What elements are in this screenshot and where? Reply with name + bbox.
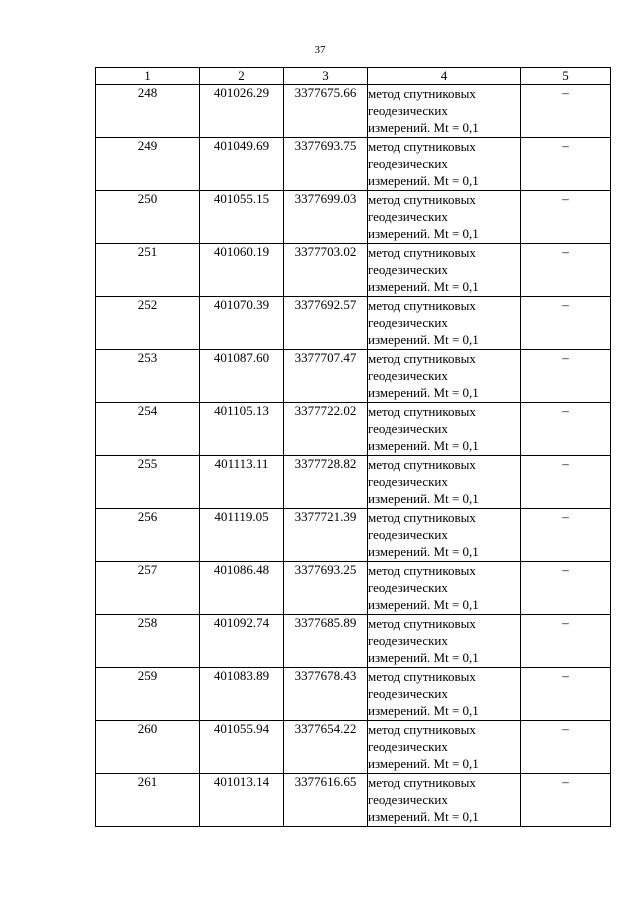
x-coordinate: 401086.48 xyxy=(200,562,284,615)
method-line-3: измерений. Mt = 0,1 xyxy=(368,226,479,241)
page-number: 37 xyxy=(314,44,326,56)
header-col-3: 3 xyxy=(284,68,368,85)
x-coordinate: 401070.39 xyxy=(200,297,284,350)
x-coordinate: 401055.94 xyxy=(200,721,284,774)
method-description xyxy=(368,297,521,350)
x-coordinate: 401013.14 xyxy=(200,774,284,827)
method-line-1: метод спутниковых xyxy=(368,351,476,366)
method-description xyxy=(368,509,521,562)
method-line-3: измерений. Mt = 0,1 xyxy=(368,809,479,824)
note-dash: – xyxy=(521,85,611,138)
table-row xyxy=(96,85,611,138)
point-number: 252 xyxy=(96,297,200,350)
method-line-1: метод спутниковых xyxy=(368,298,476,313)
y-coordinate: 3377678.43 xyxy=(284,668,368,721)
y-coordinate: 3377616.65 xyxy=(284,774,368,827)
method-line-3: измерений. Mt = 0,1 xyxy=(368,703,479,718)
table-header xyxy=(96,68,611,85)
point-number: 249 xyxy=(96,138,200,191)
table-row xyxy=(96,562,611,615)
method-line-2: геодезических xyxy=(368,368,448,383)
x-coordinate: 401026.29 xyxy=(200,85,284,138)
table-body xyxy=(96,85,611,827)
method-line-2: геодезических xyxy=(368,739,448,754)
method-description xyxy=(368,774,521,827)
method-line-2: геодезических xyxy=(368,421,448,436)
table-row xyxy=(96,350,611,403)
y-coordinate: 3377721.39 xyxy=(284,509,368,562)
method-line-1: метод спутниковых xyxy=(368,457,476,472)
method-line-3: измерений. Mt = 0,1 xyxy=(368,332,479,347)
x-coordinate: 401083.89 xyxy=(200,668,284,721)
y-coordinate: 3377722.02 xyxy=(284,403,368,456)
method-line-3: измерений. Mt = 0,1 xyxy=(368,597,479,612)
header-col-1: 1 xyxy=(96,68,200,85)
point-number: 255 xyxy=(96,456,200,509)
note-dash: – xyxy=(521,403,611,456)
method-line-2: геодезических xyxy=(368,792,448,807)
x-coordinate: 401105.13 xyxy=(200,403,284,456)
method-line-1: метод спутниковых xyxy=(368,404,476,419)
method-description xyxy=(368,85,521,138)
y-coordinate: 3377693.75 xyxy=(284,138,368,191)
point-number: 256 xyxy=(96,509,200,562)
y-coordinate: 3377685.89 xyxy=(284,615,368,668)
method-line-3: измерений. Mt = 0,1 xyxy=(368,120,479,135)
table-row xyxy=(96,456,611,509)
method-description xyxy=(368,350,521,403)
point-number: 254 xyxy=(96,403,200,456)
method-line-2: геодезических xyxy=(368,527,448,542)
table-row xyxy=(96,297,611,350)
method-line-2: геодезических xyxy=(368,156,448,171)
table-row xyxy=(96,244,611,297)
method-line-1: метод спутниковых xyxy=(368,722,476,737)
method-line-2: геодезических xyxy=(368,474,448,489)
method-line-3: измерений. Mt = 0,1 xyxy=(368,544,479,559)
point-number: 257 xyxy=(96,562,200,615)
method-line-1: метод спутниковых xyxy=(368,86,476,101)
x-coordinate: 401055.15 xyxy=(200,191,284,244)
method-line-1: метод спутниковых xyxy=(368,510,476,525)
method-line-3: измерений. Mt = 0,1 xyxy=(368,385,479,400)
method-line-1: метод спутниковых xyxy=(368,669,476,684)
x-coordinate: 401060.19 xyxy=(200,244,284,297)
y-coordinate: 3377675.66 xyxy=(284,85,368,138)
table-row xyxy=(96,191,611,244)
x-coordinate: 401092.74 xyxy=(200,615,284,668)
method-line-3: измерений. Mt = 0,1 xyxy=(368,650,479,665)
point-number: 260 xyxy=(96,721,200,774)
table-row xyxy=(96,403,611,456)
x-coordinate: 401119.05 xyxy=(200,509,284,562)
point-number: 258 xyxy=(96,615,200,668)
point-number: 251 xyxy=(96,244,200,297)
method-line-1: метод спутниковых xyxy=(368,139,476,154)
method-description xyxy=(368,403,521,456)
header-col-4: 4 xyxy=(368,68,521,85)
method-description xyxy=(368,191,521,244)
header-col-5: 5 xyxy=(521,68,611,85)
y-coordinate: 3377692.57 xyxy=(284,297,368,350)
method-line-2: геодезических xyxy=(368,103,448,118)
table-row xyxy=(96,138,611,191)
method-line-3: измерений. Mt = 0,1 xyxy=(368,173,479,188)
method-line-1: метод спутниковых xyxy=(368,192,476,207)
x-coordinate: 401049.69 xyxy=(200,138,284,191)
note-dash: – xyxy=(521,721,611,774)
x-coordinate: 401113.11 xyxy=(200,456,284,509)
note-dash: – xyxy=(521,350,611,403)
coordinates-table xyxy=(95,67,611,827)
note-dash: – xyxy=(521,456,611,509)
note-dash: – xyxy=(521,509,611,562)
note-dash: – xyxy=(521,297,611,350)
header-row xyxy=(96,68,611,85)
note-dash: – xyxy=(521,615,611,668)
method-line-2: геодезических xyxy=(368,209,448,224)
note-dash: – xyxy=(521,774,611,827)
y-coordinate: 3377703.02 xyxy=(284,244,368,297)
method-line-1: метод спутниковых xyxy=(368,245,476,260)
note-dash: – xyxy=(521,191,611,244)
note-dash: – xyxy=(521,668,611,721)
table-row xyxy=(96,721,611,774)
y-coordinate: 3377728.82 xyxy=(284,456,368,509)
table-row xyxy=(96,774,611,827)
method-line-3: измерений. Mt = 0,1 xyxy=(368,438,479,453)
method-line-1: метод спутниковых xyxy=(368,775,476,790)
method-line-3: измерений. Mt = 0,1 xyxy=(368,279,479,294)
note-dash: – xyxy=(521,562,611,615)
table-row xyxy=(96,668,611,721)
method-description xyxy=(368,615,521,668)
table-row xyxy=(96,615,611,668)
table-row xyxy=(96,509,611,562)
method-line-2: геодезических xyxy=(368,686,448,701)
y-coordinate: 3377707.47 xyxy=(284,350,368,403)
point-number: 259 xyxy=(96,668,200,721)
y-coordinate: 3377654.22 xyxy=(284,721,368,774)
method-line-2: геодезических xyxy=(368,633,448,648)
method-line-2: геодезических xyxy=(368,315,448,330)
method-description xyxy=(368,456,521,509)
method-line-3: измерений. Mt = 0,1 xyxy=(368,756,479,771)
point-number: 253 xyxy=(96,350,200,403)
method-description xyxy=(368,244,521,297)
method-line-2: геодезических xyxy=(368,580,448,595)
method-description xyxy=(368,721,521,774)
method-description xyxy=(368,668,521,721)
method-line-3: измерений. Mt = 0,1 xyxy=(368,491,479,506)
point-number: 261 xyxy=(96,774,200,827)
point-number: 250 xyxy=(96,191,200,244)
header-col-2: 2 xyxy=(200,68,284,85)
y-coordinate: 3377699.03 xyxy=(284,191,368,244)
method-line-1: метод спутниковых xyxy=(368,563,476,578)
note-dash: – xyxy=(521,138,611,191)
method-line-2: геодезических xyxy=(368,262,448,277)
method-description xyxy=(368,138,521,191)
x-coordinate: 401087.60 xyxy=(200,350,284,403)
note-dash: – xyxy=(521,244,611,297)
method-description xyxy=(368,562,521,615)
y-coordinate: 3377693.25 xyxy=(284,562,368,615)
method-line-1: метод спутниковых xyxy=(368,616,476,631)
point-number: 248 xyxy=(96,85,200,138)
